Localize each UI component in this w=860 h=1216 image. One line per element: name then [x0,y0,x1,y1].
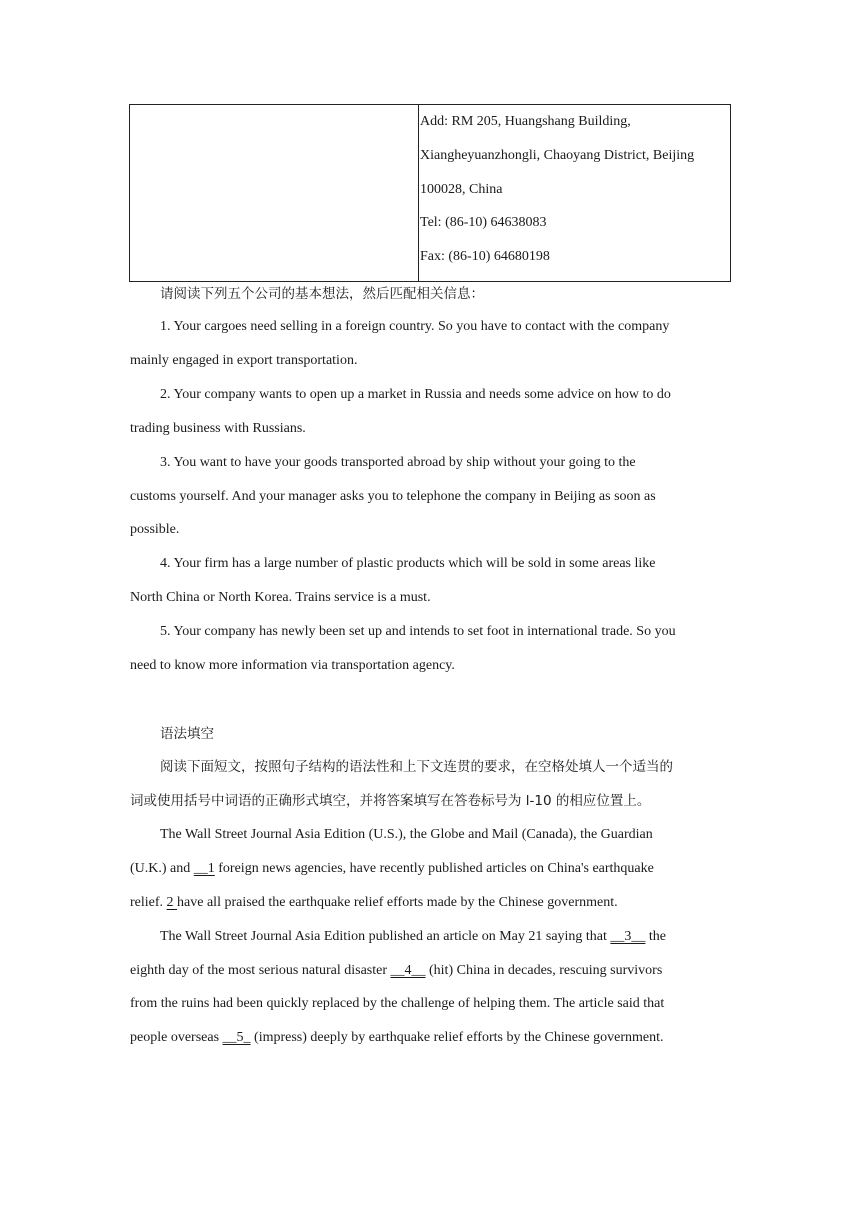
grammar-heading: 语法填空 [160,726,214,742]
passage-p2-line-3: from the ruins had been quickly replaced by the challenge of helping them. The article said that [130,996,665,1011]
matching-item-4-line-1: 4. Your firm has a large number of plastic products which will be sold in some areas like [160,556,656,571]
contact-address-cell [419,105,731,282]
blank-4: __4__ [390,963,426,978]
passage-text: have all praised the earthquake relief efforts made by the Chinese government. [177,895,618,910]
telephone-line: Tel: (86-10) 64638083 [420,215,547,231]
passage-p1-line-3 [130,894,618,912]
fax-line: Fax: (86-10) 64680198 [420,249,550,265]
matching-item-2-line-2: trading business with Russians. [130,421,306,436]
matching-item-2-line-1: 2. Your company wants to open up a market in Russia and needs some advice on how to do [160,387,671,402]
passage-text: (impress) deeply by earthquake relief efforts by the Chinese government. [250,1030,664,1045]
blank-3: __3__ [610,929,646,944]
passage-p2-line-2 [130,962,662,980]
blank-2: 2 [166,895,178,910]
passage-p1-line-2 [130,860,654,878]
passage-text: The Wall Street Journal Asia Edition published an article on May 21 saying that [160,929,611,944]
passage-p2-line-4 [130,1029,664,1047]
passage-text: relief. [130,895,167,910]
address-line-1: Add: RM 205, Huangshang Building, [420,114,631,129]
passage-text: foreign news agencies, have recently published articles on China's earthquake [214,861,654,876]
blank-5: __5_ [222,1030,251,1045]
passage-p2-line-1 [160,928,666,946]
matching-item-5-line-1: 5. Your company has newly been set up and intends to set foot in international trade. So you [160,624,676,639]
passage-text: (hit) China in decades, rescuing survivors [425,963,663,978]
matching-item-4-line-2: North China or North Korea. Trains service is a must. [130,590,431,605]
grammar-instruction-line-2: 词或使用括号中词语的正确形式填空，并将答案填写在答卷标号为 l-10 的相应位置上。 [130,793,651,809]
matching-item-3-line-1: 3. You want to have your goods transported abroad by ship without your going to the [160,455,636,470]
address-line-2: Xiangheyuanzhongli, Chaoyang District, Beijing [420,147,695,163]
matching-instruction: 请阅读下列五个公司的基本想法，然后匹配相关信息： [160,286,484,302]
passage-p1-line-1: The Wall Street Journal Asia Edition (U.S.), the Globe and Mail (Canada), the Guardian [160,827,653,842]
matching-item-1-line-2: mainly engaged in export transportation. [130,353,358,368]
contact-table-empty-cell [130,105,419,282]
matching-item-5-line-2: need to know more information via transportation agency. [130,658,455,673]
blank-1: __1 [193,861,215,876]
matching-item-3-line-2: customs yourself. And your manager asks you to telephone the company in Beijing as soon as [130,489,656,504]
contact-table [129,104,731,282]
address-line-3: 100028, China [420,181,503,197]
grammar-instruction-line-1: 阅读下面短文，按照句子结构的语法性和上下文连贯的要求，在空格处填人一个适当的 [160,759,673,775]
matching-item-1-line-1: 1. Your cargoes need selling in a foreign country. So you have to contact with the company [160,319,670,334]
matching-item-3-line-3: possible. [130,522,180,537]
passage-text: the [645,929,667,944]
passage-text: eighth day of the most serious natural disaster [130,963,391,978]
passage-text: (U.K.) and [130,861,194,876]
passage-text: people overseas [130,1030,223,1045]
